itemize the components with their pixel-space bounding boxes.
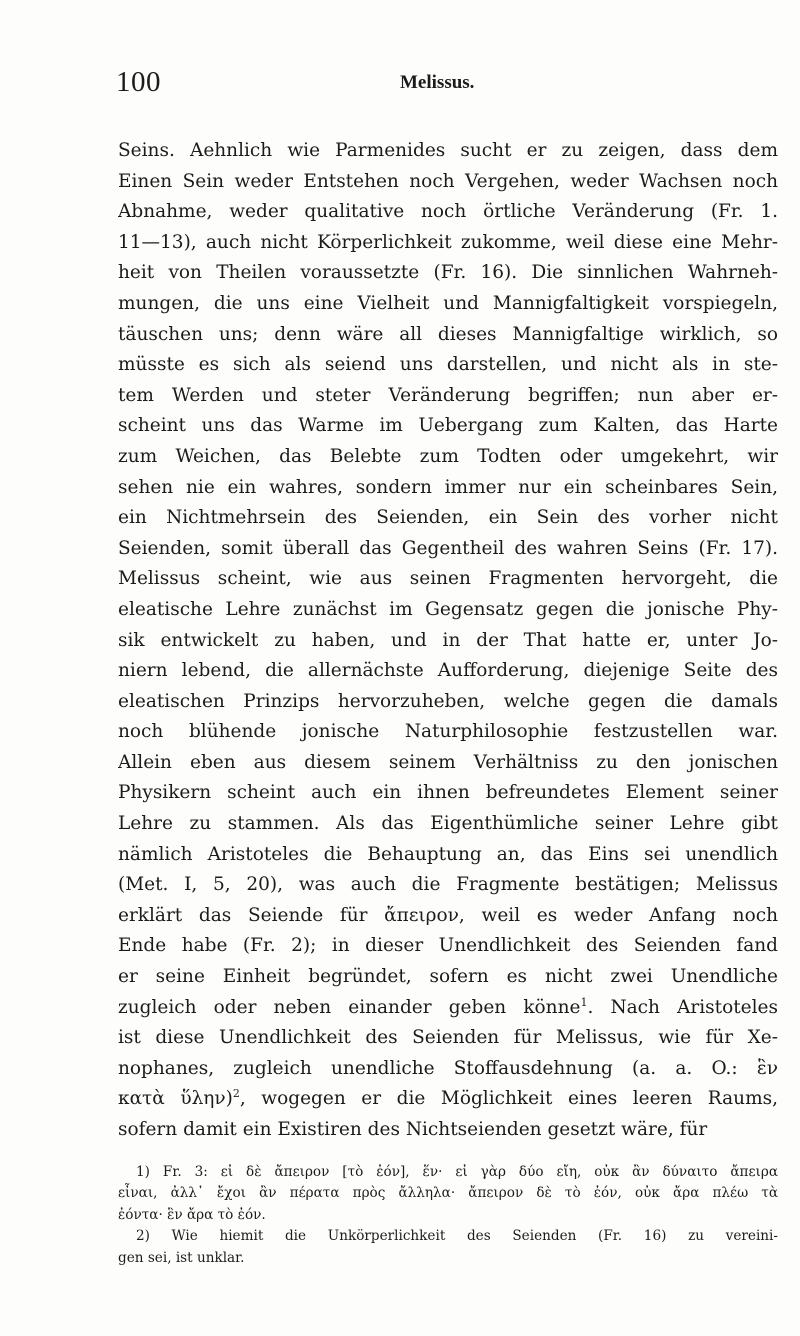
text-line: Physikern scheint auch ein ihnen befreundetes Element seiner (118, 782, 778, 804)
footnote-line: 2) Wie hiemit die Unkörperlichkeit des Seienden (Fr. 16) zu vereini- (136, 1228, 778, 1245)
text-line: heit von Theilen voraussetzte (Fr. 16). Die sinnlichen Wahrneh- (118, 262, 778, 284)
running-head: Melissus. (400, 72, 475, 93)
page-header (108, 64, 778, 104)
footnote-line: gen sei, ist unklar. (118, 1249, 245, 1266)
text-line: mungen, die uns eine Vielheit und Mannigfaltigkeit vorspiegeln, (118, 292, 778, 314)
text-line: Ende habe (Fr. 2); in dieser Unendlichkeit des Seienden fand (118, 935, 778, 957)
text-line: müsste es sich als seiend uns darstellen, und nicht als in ste- (118, 354, 778, 376)
text-line: eleatische Lehre zunächst im Gegensatz gegen die jonische Phy- (118, 598, 778, 620)
text-line: täuschen uns; denn wäre all dieses Mannigfaltige wirklich, so (118, 323, 778, 345)
text-line: eleatischen Prinzips hervorzuheben, welche gegen die damals (118, 690, 778, 712)
main-text (118, 136, 778, 1146)
text-line-with-footnote-ref (118, 993, 778, 1024)
text-line: scheint uns das Warme im Uebergang zum Kalten, das Harte (118, 415, 778, 437)
text-line: noch blühende jonische Naturphilosophie festzustellen war. (118, 721, 778, 743)
page-number: 100 (116, 66, 161, 98)
text-line: Seienden, somit überall das Gegentheil des wahren Seins (Fr. 17). (118, 537, 778, 559)
text-segment: κατὰ ὕλην) (118, 1088, 233, 1110)
text-line: (Met. I, 5, 20), was auch die Fragmente bestätigen; Melissus (118, 874, 778, 896)
footnote-ref: 2 (232, 1087, 240, 1101)
text-segment: , wogegen er die Möglichkeit eines leeren Raums, (239, 1088, 778, 1110)
text-line: nophanes, zugleich unendliche Stoffausdehnung (a. a. O.: ἓν (118, 1057, 778, 1079)
text-segment: . Nach Aristoteles (587, 996, 778, 1018)
text-line: nämlich Aristoteles die Behauptung an, das Eins sei unendlich (118, 843, 778, 865)
text-line: ist diese Unendlichkeit des Seienden für Melissus, wie für Xe- (118, 1027, 778, 1049)
text-line: ein Nichtmehrsein des Seienden, ein Sein des vorher nicht (118, 507, 778, 529)
footnotes (118, 1162, 778, 1269)
footnote-line: 1) Fr. 3: εἰ δὲ ἄπειρον [τὸ ἐόν], ἕν· εἰ γὰρ δύο εἴη, οὐκ ἂν δύναιτο ἄπειρα (136, 1164, 778, 1180)
text-line: niern lebend, die allernächste Aufforderung, diejenige Seite des (118, 660, 778, 682)
text-line: 11—13), auch nicht Körperlichkeit zukomme, weil diese eine Mehr- (118, 231, 778, 253)
text-line: erklärt das Seiende für ἄπειρον, weil es weder Anfang noch (118, 904, 778, 926)
footnote-line: εἶναι, ἀλλ᾽ ἔχοι ἂν πέρατα πρὸς ἄλληλα· ἄπειρον δὲ τὸ ἐόν, οὐκ ἄρα πλέω τὰ (118, 1185, 778, 1202)
text-line: Seins. Aehnlich wie Parmenides sucht er zu zeigen, dass dem (118, 140, 778, 161)
footnote-ref: 1 (580, 995, 588, 1009)
text-line: Lehre zu stammen. Als das Eigenthümliche seiner Lehre gibt (118, 813, 778, 835)
text-line: sehen nie ein wahres, sondern immer nur ein scheinbares Sein, (118, 476, 778, 498)
text-line-with-footnote-ref (118, 1084, 778, 1115)
text-line: Abnahme, weder qualitative noch örtliche Veränderung (Fr. 1. (118, 201, 778, 223)
text-line: Einen Sein weder Entstehen noch Vergehen, weder Wachsen noch (118, 170, 778, 192)
text-line: er seine Einheit begründet, sofern es nicht zwei Unendliche (118, 966, 778, 988)
text-line: sofern damit ein Existiren des Nichtseienden gesetzt wäre, für (118, 1119, 708, 1140)
text-line: tem Werden und steter Veränderung begriffen; nun aber er- (118, 384, 778, 406)
text-line: Melissus scheint, wie aus seinen Fragmenten hervorgeht, die (118, 568, 778, 590)
text-line: sik entwickelt zu haben, und in der That hatte er, unter Jo- (118, 629, 778, 651)
footnote-line: ἐόντα· ἓν ἄρα τὸ ἐόν. (118, 1206, 266, 1223)
text-line: Allein eben aus diesem seinem Verhältniss zu den jonischen (118, 751, 778, 773)
text-segment: zugleich oder neben einander geben könne (118, 996, 581, 1018)
text-line: zum Weichen, das Belebte zum Todten oder umgekehrt, wir (118, 445, 778, 467)
